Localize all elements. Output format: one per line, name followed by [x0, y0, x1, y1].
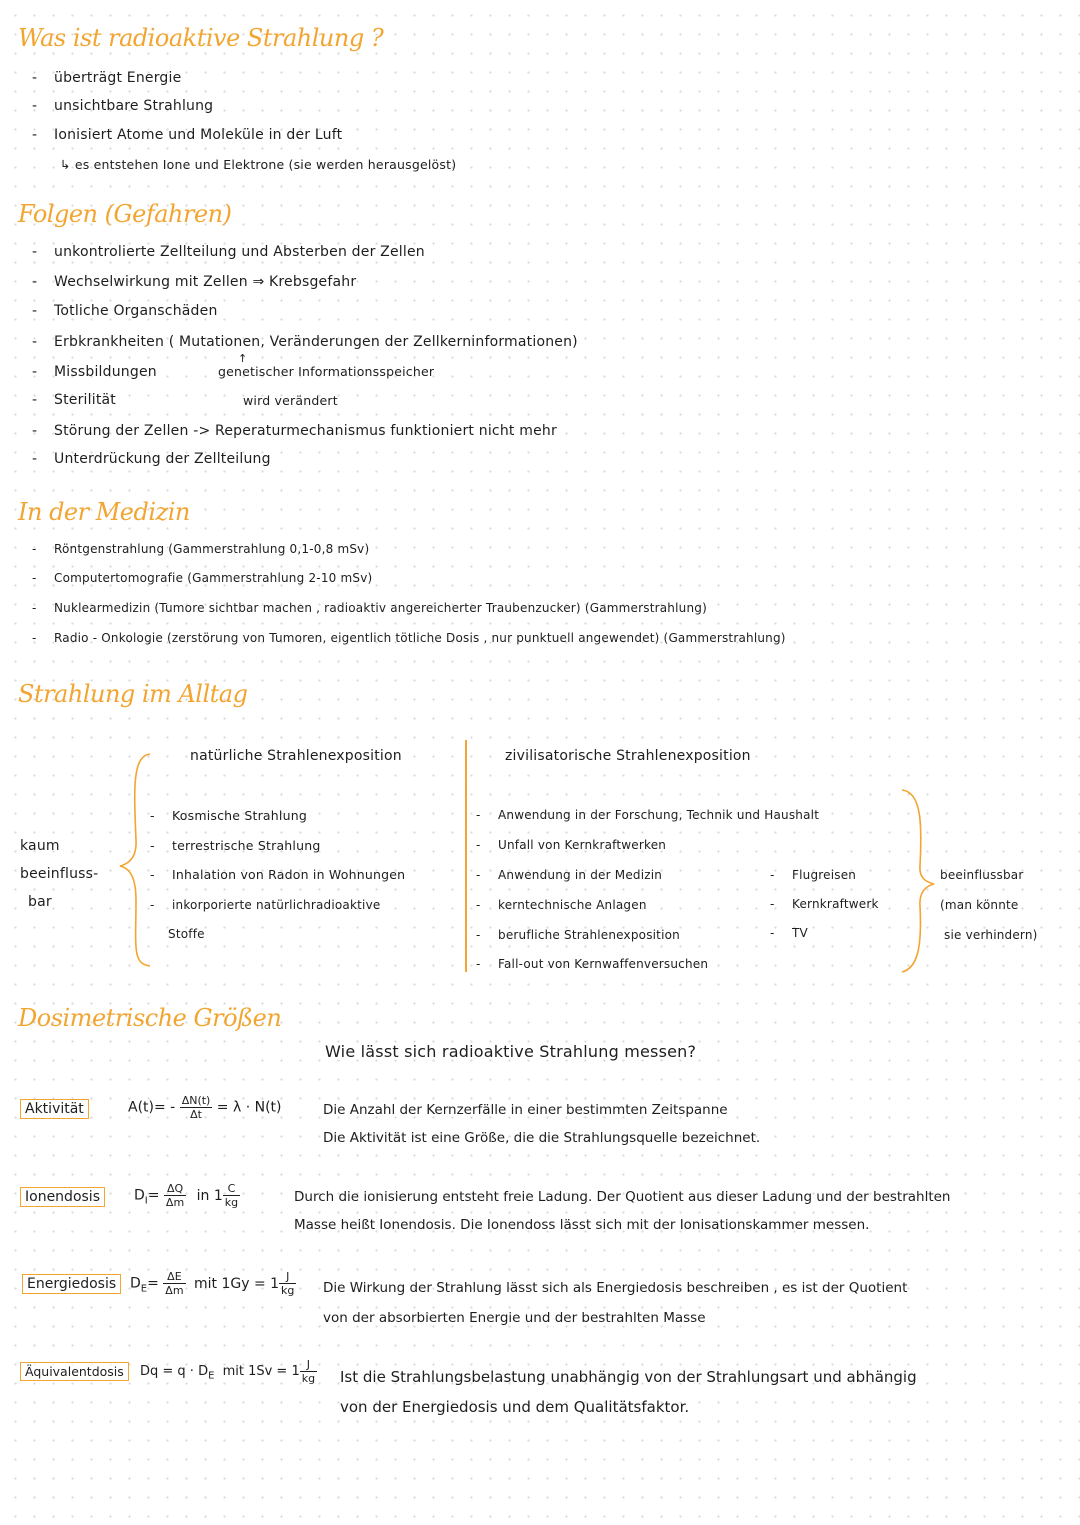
list-item: - Wechselwirkung mit Zellen ⇒ Krebsgefahr: [32, 274, 357, 290]
unit-prefix: mit 1Gy = 1: [194, 1275, 280, 1292]
formula-text: Dq = q · D: [140, 1364, 209, 1379]
list-item: - Sterilität: [32, 392, 116, 408]
list-item: - Flugreisen: [770, 868, 857, 882]
label-sie-verhindern: sie verhindern): [944, 928, 1038, 942]
formula-rhs: = λ · N(t): [216, 1099, 282, 1116]
description-aktivitaet: [323, 1096, 760, 1152]
column-title-natuerlich: natürliche Strahlenexposition: [190, 748, 402, 764]
fraction-numerator: J: [300, 1358, 317, 1372]
formula-aequivalentdosis: [140, 1358, 317, 1385]
list-item-text: unsichtbare Strahlung: [54, 98, 214, 114]
fraction-numerator: J: [279, 1270, 296, 1284]
list-item: - terrestrische Strahlung: [150, 838, 321, 853]
list-item-text: unkontrolierte Zellteilung und Absterben der Zellen: [54, 244, 425, 260]
list-item-text: Radio - Onkologie (zerstörung von Tumoren, eigentlich tötliche Dosis , nur punktuell angewendet) (Gammerstrahlung): [54, 631, 786, 645]
fraction-numerator: ΔE: [163, 1270, 185, 1284]
list-item: - unsichtbare Strahlung: [32, 98, 214, 114]
list-item: - Fall-out von Kernwaffenversuchen: [476, 957, 709, 971]
label-aequivalentdosis: Äquivalentdosis: [20, 1362, 129, 1381]
column-title-zivilisatorisch: zivilisatorische Strahlenexposition: [505, 748, 751, 764]
list-item-text: Anwendung in der Forschung, Technik und Haushalt: [498, 808, 820, 822]
fraction-numerator: ΔQ: [164, 1182, 186, 1196]
list-item-text: überträgt Energie: [54, 70, 182, 86]
fraction-denominator: Δt: [190, 1108, 202, 1121]
fraction-denominator: kg: [224, 1196, 239, 1209]
list-item-text: Erbkrankheiten ( Mutationen, Veränderungen der Zellkerninformationen): [54, 334, 578, 350]
list-item: - kerntechnische Anlagen: [476, 898, 647, 912]
description-line: Die Wirkung der Strahlung lässt sich als Energiedosis beschreiben , es ist der Quotient: [323, 1280, 908, 1296]
description-ionendosis: [294, 1183, 950, 1239]
list-item-text: Totliche Organschäden: [54, 303, 218, 319]
formula-subscript: E: [140, 1283, 148, 1295]
list-item: - inkorporierte natürlichradioaktive: [150, 898, 381, 912]
list-item: - Totliche Organschäden: [32, 303, 218, 319]
list-item-continuation: Stoffe: [168, 927, 205, 941]
formula-aktivitaet: [128, 1094, 282, 1121]
list-item-text: kerntechnische Anlagen: [498, 898, 647, 912]
label-energiedosis: Energiedosis: [22, 1274, 121, 1294]
list-item: - Anwendung in der Forschung, Technik und Haushalt: [476, 808, 820, 822]
heading-folgen: Folgen (Gefahren): [18, 200, 232, 228]
sub-item: ↳ es entstehen Ione und Elektrone (sie werden herausgelöst): [60, 157, 457, 172]
heading-in-der-medizin: In der Medizin: [18, 498, 190, 526]
fraction-denominator: Δm: [165, 1284, 184, 1297]
left-brace-icon: [114, 750, 154, 970]
label-kaum: kaum: [20, 838, 60, 854]
fraction: [163, 1270, 185, 1297]
formula-subscript: I: [144, 1195, 148, 1207]
list-item: - Radio - Onkologie (zerstörung von Tumoren, eigentlich tötliche Dosis , nur punktuell angewendet) (Gammerstrahlung): [32, 631, 786, 645]
formula-equals: =: [147, 1187, 160, 1204]
list-item-text: Nuklearmedizin (Tumore sichtbar machen , radioaktiv angereicherter Traubenzucker) (Gammerstrahlung): [54, 601, 707, 615]
list-item-text: Computertomografie (Gammerstrahlung 2-10 mSv): [54, 571, 373, 585]
description-line: von der Energiedosis und dem Qualitätsfaktor.: [340, 1398, 690, 1416]
list-item: - unkontrolierte Zellteilung und Absterben der Zellen: [32, 244, 425, 260]
list-item: - berufliche Strahlenexposition: [476, 928, 680, 942]
list-item-text: Kosmische Strahlung: [172, 808, 307, 823]
list-item: - Unfall von Kernkraftwerken: [476, 838, 667, 852]
list-item-text: terrestrische Strahlung: [172, 838, 321, 853]
list-item-text: inkorporierte natürlichradioaktive: [172, 898, 381, 912]
label-aktivitaet: Aktivität: [20, 1099, 89, 1119]
formula-equals: =: [147, 1275, 159, 1292]
description-line: Durch die ionisierung entsteht freie Ladung. Der Quotient aus dieser Ladung und der bestrahlten: [294, 1189, 951, 1205]
list-item: - Kernkraftwerk: [770, 897, 879, 911]
description-line: Die Anzahl der Kernzerfälle in einer bestimmten Zeitspanne: [323, 1102, 728, 1118]
list-item-text: Sterilität: [54, 392, 116, 408]
label-ionendosis: Ionendosis: [20, 1187, 105, 1207]
unit-fraction: [279, 1270, 296, 1297]
list-item: - Erbkrankheiten ( Mutationen, Veränderungen der Zellkerninformationen): [32, 334, 578, 350]
fraction-denominator: Δm: [165, 1196, 185, 1209]
unit-fraction: [300, 1358, 317, 1385]
list-item: - Missbildungen: [32, 364, 157, 380]
list-item: - TV: [770, 926, 808, 940]
formula-subscript: E: [208, 1370, 215, 1382]
description-line: Die Aktivität ist eine Größe, die die Strahlungsquelle bezeichnet.: [323, 1130, 761, 1146]
formula-lhs: A(t)= -: [128, 1099, 176, 1116]
label-beeinflussbar: beeinflussbar: [940, 868, 1024, 882]
list-item-text: Anwendung in der Medizin: [498, 868, 663, 882]
heading-dosimetrische-groessen: Dosimetrische Größen: [18, 1004, 282, 1032]
description-aequivalentdosis: [340, 1362, 917, 1422]
description-line: Ist die Strahlungsbelastung unabhängig von der Strahlungsart und abhängig: [340, 1368, 917, 1386]
fraction: [180, 1094, 213, 1121]
list-item: - Ionisiert Atome und Moleküle in der Luft: [32, 127, 343, 143]
label-beeinfluss: beeinfluss-: [20, 866, 99, 882]
formula-ionendosis: [134, 1182, 240, 1209]
list-item-text: Kernkraftwerk: [792, 897, 879, 911]
fraction-numerator: ΔN(t): [181, 1094, 211, 1107]
unit-fraction: [223, 1182, 240, 1209]
list-item-text: Missbildungen: [54, 364, 157, 380]
description-line: Masse heißt Ionendosis. Die Ionendoss lässt sich mit der Ionisationskammer messen.: [294, 1217, 870, 1233]
unit-prefix: mit 1Sv = 1: [222, 1364, 300, 1379]
list-item-text: Röntgenstrahlung (Gammerstrahlung 0,1-0,8 mSv): [54, 542, 370, 556]
label-man-koennte: (man könnte: [940, 898, 1019, 912]
list-item-text: Unfall von Kernkraftwerken: [498, 838, 667, 852]
description-line: von der absorbierten Energie und der bestrahlten Masse: [323, 1310, 706, 1326]
formula-energiedosis: [130, 1270, 296, 1297]
formula-symbol: D: [134, 1187, 145, 1204]
list-item-text: berufliche Strahlenexposition: [498, 928, 680, 942]
arrow-up-icon: ↑: [238, 352, 248, 365]
unit-prefix: in 1: [196, 1187, 223, 1204]
list-item-text: Unterdrückung der Zellteilung: [54, 451, 271, 467]
fraction: [164, 1182, 186, 1209]
list-item: - Unterdrückung der Zellteilung: [32, 451, 271, 467]
fraction-denominator: kg: [301, 1372, 316, 1385]
list-item-text: TV: [792, 926, 808, 940]
right-brace-icon: [898, 786, 938, 976]
label-bar: bar: [28, 894, 52, 910]
list-item: - Kosmische Strahlung: [150, 808, 307, 823]
list-item: - Störung der Zellen -> Reperaturmechanismus funktioniert nicht mehr: [32, 423, 557, 439]
list-item: - Röntgenstrahlung (Gammerstrahlung 0,1-0,8 mSv): [32, 542, 370, 556]
heading-radioaktive-strahlung: Was ist radioaktive Strahlung ?: [18, 24, 384, 52]
heading-strahlung-im-alltag: Strahlung im Alltag: [18, 680, 248, 708]
description-energiedosis: [323, 1273, 907, 1333]
fraction-numerator: C: [223, 1182, 240, 1196]
list-item-text: Inhalation von Radon in Wohnungen: [172, 867, 406, 882]
column-divider: [465, 740, 467, 972]
list-item: - Anwendung in der Medizin: [476, 868, 663, 882]
list-item: - Inhalation von Radon in Wohnungen: [150, 867, 406, 882]
list-item-text: Flugreisen: [792, 868, 857, 882]
annotation-wird-veraendert: wird verändert: [243, 393, 338, 408]
list-item: - überträgt Energie: [32, 70, 182, 86]
annotation-genetischer-informationsspeicher: genetischer Informationsspeicher: [218, 364, 435, 379]
fraction-denominator: kg: [281, 1284, 295, 1297]
question-text: Wie lässt sich radioaktive Strahlung messen?: [325, 1042, 697, 1061]
list-item: - Computertomografie (Gammerstrahlung 2-10 mSv): [32, 571, 373, 585]
list-item-text: Fall-out von Kernwaffenversuchen: [498, 957, 709, 971]
list-item: - Nuklearmedizin (Tumore sichtbar machen , radioaktiv angereicherter Traubenzucker) (Gammerstrahlung): [32, 601, 707, 615]
list-item-text: Wechselwirkung mit Zellen ⇒ Krebsgefahr: [54, 274, 357, 290]
list-item-text: Ionisiert Atome und Moleküle in der Luft: [54, 127, 343, 143]
formula-symbol: D: [130, 1275, 141, 1292]
list-item-text: Störung der Zellen -> Reperaturmechanismus funktioniert nicht mehr: [54, 423, 557, 439]
